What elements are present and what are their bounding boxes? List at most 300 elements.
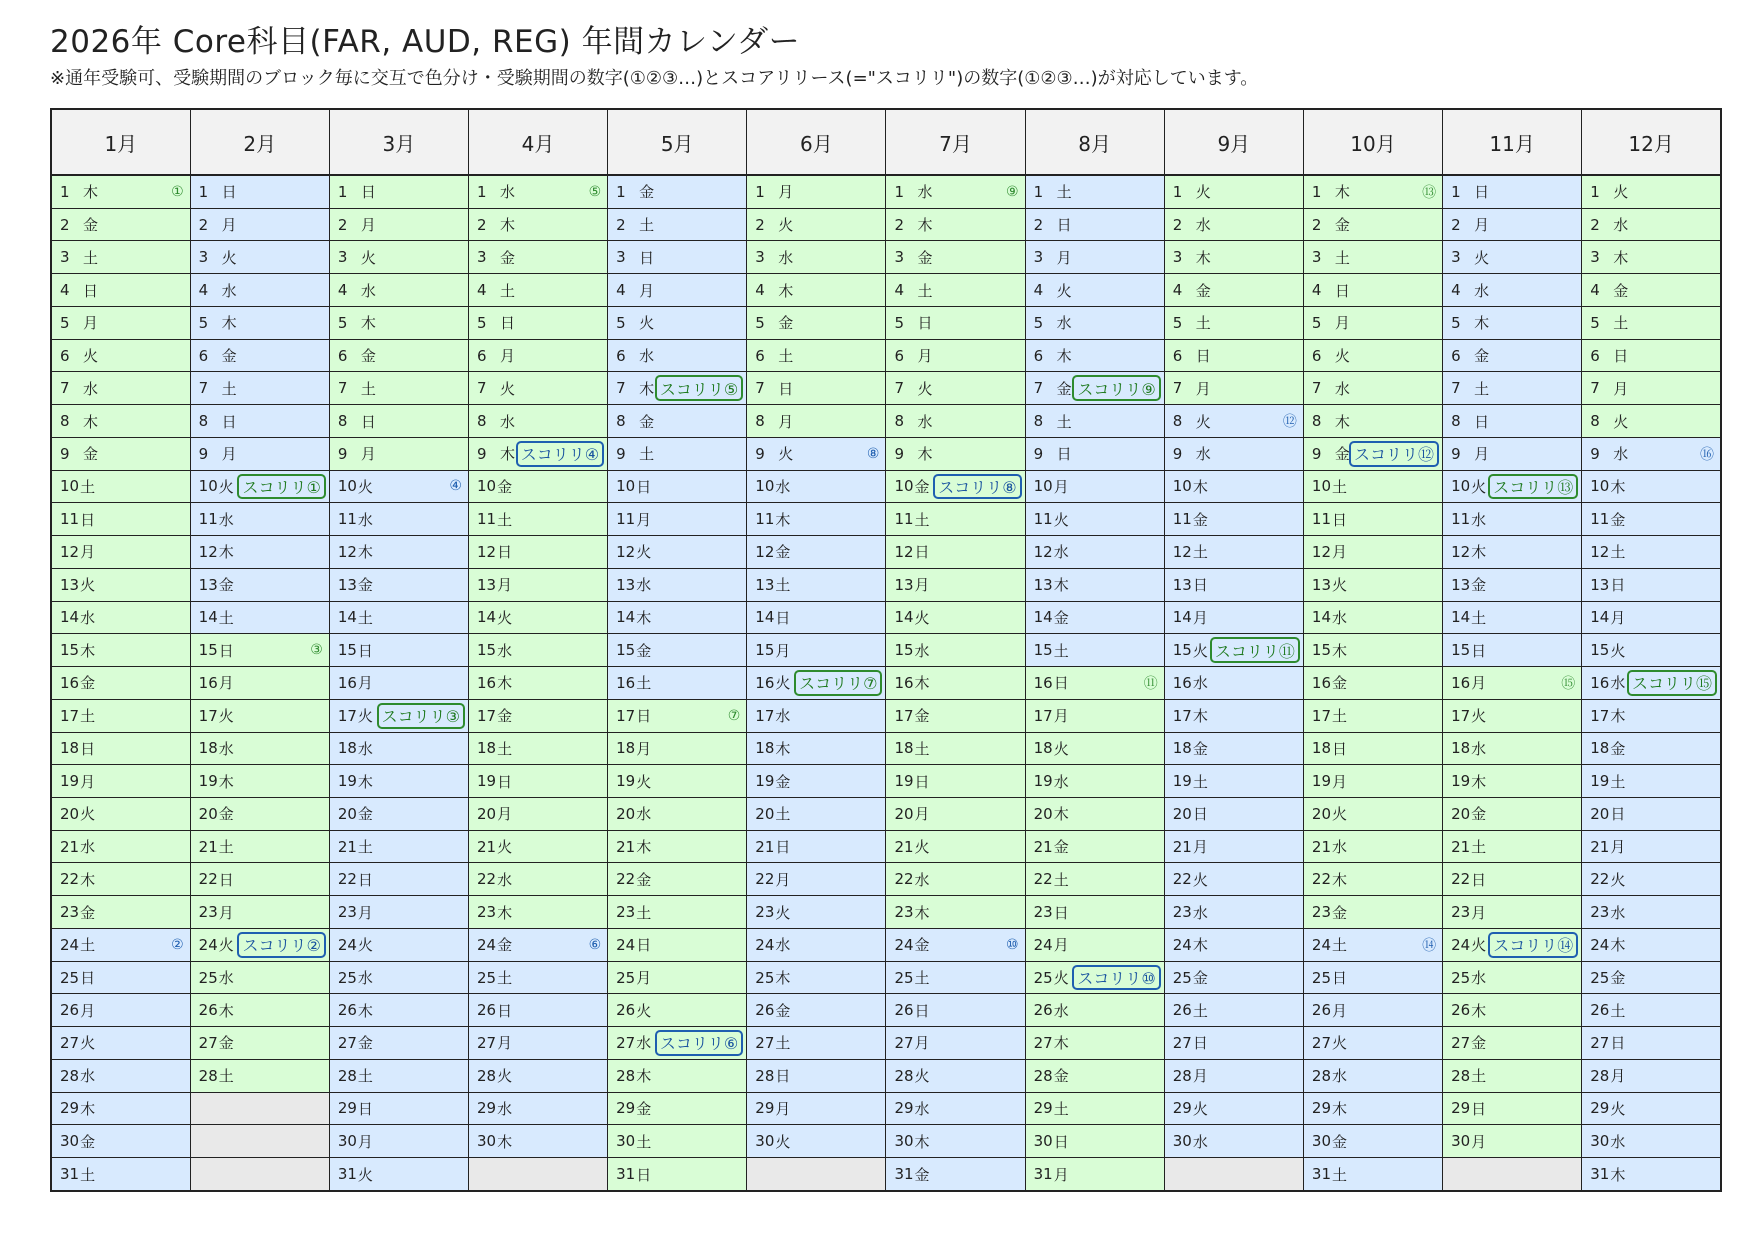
weekday-label: 月 bbox=[357, 903, 373, 922]
weekday-label: 金 bbox=[1192, 969, 1208, 987]
day-number: 19 bbox=[1172, 772, 1192, 791]
day-cell-content bbox=[1443, 536, 1581, 568]
weekday-label: 土 bbox=[83, 248, 99, 267]
day-cell-content bbox=[747, 667, 885, 699]
day-cell-content bbox=[469, 1060, 607, 1092]
testing-window-number: ④ bbox=[449, 478, 462, 495]
day-cell-content bbox=[886, 307, 1024, 339]
day-number: 14 bbox=[1590, 608, 1610, 627]
weekday-label: 火 bbox=[1332, 1034, 1348, 1053]
weekday-label: 火 bbox=[1471, 707, 1487, 726]
empty-day-cell bbox=[747, 1158, 886, 1191]
day-cell-content bbox=[330, 307, 468, 339]
day-cell bbox=[1164, 994, 1303, 1027]
weekday-label: 日 bbox=[497, 1001, 513, 1020]
day-cell-content bbox=[1304, 831, 1442, 863]
day-number: 2 bbox=[894, 215, 904, 234]
day-cell-content bbox=[52, 405, 190, 437]
weekday-label: 土 bbox=[636, 903, 652, 922]
day-cell-content bbox=[52, 962, 190, 994]
day-number: 15 bbox=[476, 641, 497, 660]
day-number: 10 bbox=[755, 477, 775, 496]
day-cell bbox=[1164, 601, 1303, 634]
day-cell bbox=[329, 241, 468, 274]
day-cell-content bbox=[1304, 929, 1442, 961]
weekday-label: 木 bbox=[775, 510, 791, 529]
day-cell-content bbox=[886, 340, 1024, 372]
day-cell-content bbox=[1304, 1027, 1442, 1059]
calendar-row bbox=[51, 536, 1721, 569]
weekday-label: 水 bbox=[636, 1034, 652, 1053]
day-number: 14 bbox=[894, 608, 914, 627]
day-cell-content bbox=[330, 602, 468, 634]
day-cell-content bbox=[1304, 471, 1442, 503]
weekday-label: 日 bbox=[1192, 576, 1208, 595]
day-cell-content bbox=[469, 569, 607, 601]
weekday-label: 日 bbox=[357, 1099, 373, 1118]
day-number: 11 bbox=[1033, 510, 1053, 529]
weekday-label: 火 bbox=[1056, 281, 1072, 300]
calendar-row bbox=[51, 437, 1721, 470]
day-cell bbox=[747, 634, 886, 667]
day-cell-content bbox=[469, 503, 607, 535]
day-cell bbox=[468, 961, 607, 994]
day-cell bbox=[1443, 699, 1582, 732]
day-cell bbox=[608, 863, 747, 896]
day-number: 31 bbox=[894, 1165, 914, 1184]
day-cell bbox=[747, 797, 886, 830]
day-cell-content bbox=[1165, 1093, 1303, 1125]
day-number: 14 bbox=[1451, 608, 1471, 627]
weekday-label: 金 bbox=[83, 445, 99, 464]
day-cell bbox=[608, 732, 747, 765]
day-cell-content bbox=[191, 438, 329, 470]
day-cell-content bbox=[1304, 700, 1442, 732]
weekday-label: 金 bbox=[778, 314, 794, 333]
day-number: 28 bbox=[60, 1066, 80, 1085]
day-cell-content bbox=[1304, 602, 1442, 634]
day-number: 4 bbox=[1033, 281, 1044, 300]
day-cell bbox=[329, 503, 468, 536]
weekday-label: 木 bbox=[914, 903, 930, 922]
day-number: 31 bbox=[60, 1165, 80, 1184]
day-cell bbox=[747, 1027, 886, 1060]
day-cell bbox=[1303, 536, 1442, 569]
day-cell bbox=[1443, 568, 1582, 601]
day-number: 31 bbox=[1311, 1165, 1331, 1184]
weekday-label: 月 bbox=[1053, 707, 1069, 726]
day-cell-content bbox=[1582, 962, 1720, 994]
day-cell bbox=[1025, 699, 1164, 732]
day-cell bbox=[51, 208, 190, 241]
day-cell-content bbox=[1443, 1093, 1581, 1125]
day-cell bbox=[1025, 175, 1164, 208]
day-cell bbox=[1025, 470, 1164, 503]
day-number: 25 bbox=[1590, 968, 1610, 987]
calendar-row bbox=[51, 372, 1721, 405]
empty-day-cell bbox=[1164, 1158, 1303, 1191]
day-number: 22 bbox=[1172, 870, 1192, 889]
day-cell bbox=[329, 699, 468, 732]
weekday-label: 火 bbox=[497, 838, 513, 857]
weekday-label: 木 bbox=[1471, 1001, 1487, 1020]
day-number: 24 bbox=[476, 935, 497, 954]
day-number: 11 bbox=[337, 510, 357, 529]
day-number: 22 bbox=[616, 870, 636, 889]
day-cell bbox=[468, 175, 607, 208]
day-number: 18 bbox=[1451, 739, 1471, 758]
weekday-label: 土 bbox=[1610, 1001, 1626, 1020]
day-number: 15 bbox=[1590, 641, 1610, 660]
day-number: 7 bbox=[616, 379, 626, 398]
day-cell-content bbox=[747, 831, 885, 863]
day-number: 28 bbox=[198, 1066, 218, 1085]
day-cell-content bbox=[1582, 536, 1720, 568]
day-cell-content bbox=[1165, 798, 1303, 830]
day-cell-content bbox=[330, 1027, 468, 1059]
weekday-label: 水 bbox=[1610, 674, 1626, 693]
day-number: 20 bbox=[1590, 804, 1610, 823]
day-cell bbox=[747, 503, 886, 536]
day-number: 24 bbox=[1311, 935, 1331, 954]
day-number: 24 bbox=[1590, 935, 1610, 954]
day-cell bbox=[51, 699, 190, 732]
day-cell bbox=[1443, 372, 1582, 405]
day-cell bbox=[608, 601, 747, 634]
score-release-badge: スコリリ⑧ bbox=[933, 474, 1021, 500]
weekday-label: 木 bbox=[778, 281, 794, 300]
day-cell-content bbox=[1165, 700, 1303, 732]
day-number: 23 bbox=[894, 903, 914, 922]
day-cell-content bbox=[747, 798, 885, 830]
day-number: 12 bbox=[616, 542, 636, 561]
weekday-label: 火 bbox=[357, 936, 373, 955]
day-cell bbox=[1303, 208, 1442, 241]
day-cell-content bbox=[1026, 1093, 1164, 1125]
day-cell bbox=[190, 797, 329, 830]
day-cell-content bbox=[1026, 765, 1164, 797]
weekday-label: 月 bbox=[914, 805, 930, 824]
testing-window-number: ⑪ bbox=[1143, 675, 1158, 692]
day-cell-content bbox=[52, 634, 190, 666]
day-cell-content bbox=[1582, 994, 1720, 1026]
weekday-label: 金 bbox=[80, 674, 96, 693]
day-number: 4 bbox=[616, 281, 626, 300]
day-number: 3 bbox=[1590, 248, 1600, 267]
weekday-label: 金 bbox=[914, 1165, 930, 1184]
day-cell-content bbox=[1304, 176, 1442, 208]
day-number: 26 bbox=[1590, 1001, 1610, 1020]
day-number: 2 bbox=[1451, 215, 1461, 234]
weekday-label: 水 bbox=[778, 248, 794, 267]
day-cell bbox=[329, 372, 468, 405]
weekday-label: 日 bbox=[1056, 216, 1072, 235]
day-cell-content bbox=[747, 274, 885, 306]
day-cell-content bbox=[191, 372, 329, 404]
day-number: 17 bbox=[1590, 706, 1610, 725]
day-cell-content bbox=[747, 602, 885, 634]
day-number: 20 bbox=[60, 804, 80, 823]
day-number: 15 bbox=[755, 641, 775, 660]
weekday-label: 月 bbox=[778, 412, 794, 431]
day-cell bbox=[886, 175, 1025, 208]
weekday-label: 日 bbox=[778, 379, 794, 398]
weekday-label: 月 bbox=[1471, 903, 1487, 922]
weekday-label: 土 bbox=[1334, 248, 1350, 267]
day-number: 8 bbox=[337, 412, 348, 431]
calendar-row bbox=[51, 765, 1721, 798]
day-number: 30 bbox=[1311, 1132, 1331, 1151]
day-number: 9 bbox=[1590, 444, 1600, 463]
day-cell bbox=[608, 175, 747, 208]
day-cell bbox=[1443, 896, 1582, 929]
day-cell-content bbox=[191, 569, 329, 601]
day-number: 18 bbox=[1033, 739, 1053, 758]
day-number: 8 bbox=[1033, 412, 1044, 431]
day-number: 28 bbox=[894, 1066, 914, 1085]
day-number: 1 bbox=[755, 182, 765, 201]
weekday-label: 月 bbox=[83, 314, 99, 333]
day-number: 26 bbox=[198, 1001, 218, 1020]
day-cell bbox=[886, 667, 1025, 700]
day-cell bbox=[190, 699, 329, 732]
day-cell-content bbox=[330, 863, 468, 895]
day-cell-content bbox=[1026, 471, 1164, 503]
day-number: 2 bbox=[1590, 215, 1600, 234]
day-cell-content bbox=[1026, 274, 1164, 306]
day-cell bbox=[886, 503, 1025, 536]
day-cell bbox=[1164, 372, 1303, 405]
day-number: 22 bbox=[1451, 870, 1471, 889]
day-number: 30 bbox=[616, 1132, 636, 1151]
day-cell-content bbox=[1165, 863, 1303, 895]
day-cell bbox=[747, 667, 886, 700]
day-cell bbox=[1164, 961, 1303, 994]
day-cell bbox=[886, 765, 1025, 798]
weekday-label: 月 bbox=[360, 216, 376, 235]
day-number: 21 bbox=[1172, 837, 1192, 856]
weekday-label: 金 bbox=[636, 870, 652, 889]
day-number: 23 bbox=[476, 903, 497, 922]
weekday-label: 土 bbox=[499, 281, 515, 300]
day-number: 9 bbox=[755, 444, 765, 463]
day-cell-content bbox=[469, 962, 607, 994]
day-number: 21 bbox=[616, 837, 636, 856]
day-number: 26 bbox=[1451, 1001, 1471, 1020]
weekday-label: 土 bbox=[1332, 477, 1348, 496]
testing-window-number: ③ bbox=[310, 642, 323, 659]
day-number: 6 bbox=[1590, 346, 1600, 365]
day-cell bbox=[190, 306, 329, 339]
calendar-row bbox=[51, 1059, 1721, 1092]
day-number: 17 bbox=[755, 706, 775, 725]
day-cell bbox=[1443, 1059, 1582, 1092]
day-number: 4 bbox=[476, 281, 487, 300]
weekday-label: 金 bbox=[1192, 739, 1208, 758]
day-number: 20 bbox=[1311, 804, 1331, 823]
day-cell bbox=[468, 896, 607, 929]
day-cell-content bbox=[608, 274, 746, 306]
day-cell-content bbox=[52, 733, 190, 765]
day-cell bbox=[190, 274, 329, 307]
weekday-label: 金 bbox=[80, 903, 96, 922]
day-cell-content bbox=[52, 241, 190, 273]
score-release-badge: スコリリ⑪ bbox=[1210, 637, 1300, 663]
day-cell bbox=[51, 994, 190, 1027]
day-cell bbox=[747, 536, 886, 569]
day-number: 18 bbox=[60, 739, 80, 758]
month-header-1: 1月 bbox=[51, 109, 190, 175]
day-cell-content bbox=[1582, 798, 1720, 830]
day-cell bbox=[1582, 994, 1721, 1027]
day-cell bbox=[608, 830, 747, 863]
weekday-label: 木 bbox=[1334, 183, 1350, 202]
weekday-label: 月 bbox=[778, 183, 794, 202]
day-cell bbox=[608, 241, 747, 274]
day-cell-content bbox=[608, 438, 746, 470]
day-cell-content bbox=[1443, 765, 1581, 797]
weekday-label: 金 bbox=[639, 183, 655, 202]
day-number: 20 bbox=[616, 804, 636, 823]
day-number: 11 bbox=[1311, 510, 1331, 529]
weekday-label: 金 bbox=[357, 576, 373, 595]
day-cell-content bbox=[330, 405, 468, 437]
day-cell bbox=[1025, 208, 1164, 241]
day-number: 16 bbox=[337, 673, 357, 692]
day-cell-content bbox=[191, 503, 329, 535]
day-number: 2 bbox=[337, 215, 348, 234]
weekday-label: 金 bbox=[775, 543, 791, 562]
day-number: 8 bbox=[60, 412, 70, 431]
day-number: 7 bbox=[337, 379, 348, 398]
weekday-label: 水 bbox=[497, 641, 513, 660]
calendar-body bbox=[51, 175, 1721, 1191]
day-number: 11 bbox=[476, 510, 497, 529]
day-number: 19 bbox=[337, 772, 357, 791]
day-cell-content bbox=[1582, 1125, 1720, 1157]
day-cell-content bbox=[191, 1027, 329, 1059]
day-cell bbox=[51, 1092, 190, 1125]
weekday-label: 月 bbox=[1192, 838, 1208, 857]
day-cell-content bbox=[1165, 241, 1303, 273]
day-number: 6 bbox=[1172, 346, 1183, 365]
weekday-label: 金 bbox=[221, 347, 237, 366]
day-cell-content bbox=[1026, 340, 1164, 372]
weekday-label: 火 bbox=[775, 1132, 791, 1151]
day-cell bbox=[329, 667, 468, 700]
day-cell bbox=[190, 830, 329, 863]
day-cell-content bbox=[191, 274, 329, 306]
day-cell-content bbox=[886, 405, 1024, 437]
weekday-label: 土 bbox=[218, 1067, 234, 1086]
day-cell-content bbox=[191, 634, 329, 666]
day-cell bbox=[747, 732, 886, 765]
weekday-label: 水 bbox=[636, 805, 652, 824]
day-cell-content bbox=[1165, 896, 1303, 928]
day-cell bbox=[468, 437, 607, 470]
day-cell-content bbox=[747, 1060, 885, 1092]
day-cell-content bbox=[747, 307, 885, 339]
day-number: 2 bbox=[1033, 215, 1044, 234]
day-number: 30 bbox=[1590, 1132, 1610, 1151]
day-number: 17 bbox=[616, 706, 636, 725]
day-number: 1 bbox=[198, 182, 209, 201]
weekday-label: 火 bbox=[636, 1001, 652, 1020]
day-cell-content bbox=[469, 733, 607, 765]
day-cell-content bbox=[1443, 863, 1581, 895]
day-cell bbox=[51, 765, 190, 798]
day-number: 13 bbox=[1033, 575, 1053, 594]
day-cell bbox=[886, 1125, 1025, 1158]
day-number: 7 bbox=[894, 379, 904, 398]
day-number: 26 bbox=[894, 1001, 914, 1020]
day-number: 6 bbox=[616, 346, 626, 365]
month-header-8: 8月 bbox=[1025, 109, 1164, 175]
page-subtitle: ※通年受験可、受験期間のブロック毎に交互で色分け・受験期間の数字(①②③…)とスコアリリース(="スコリリ")の数字(①②③…)が対応しています。 bbox=[50, 68, 1259, 89]
day-cell bbox=[190, 568, 329, 601]
day-cell-content bbox=[1304, 1158, 1442, 1190]
day-cell bbox=[1025, 405, 1164, 438]
day-cell-content bbox=[747, 340, 885, 372]
weekday-label: 水 bbox=[357, 739, 373, 758]
day-cell bbox=[747, 601, 886, 634]
day-cell bbox=[1164, 306, 1303, 339]
weekday-label: 土 bbox=[80, 707, 96, 726]
day-cell bbox=[1303, 601, 1442, 634]
day-cell-content bbox=[330, 209, 468, 241]
day-number: 4 bbox=[1311, 281, 1322, 300]
day-number: 6 bbox=[1311, 346, 1322, 365]
weekday-label: 水 bbox=[775, 707, 791, 726]
weekday-label: 月 bbox=[497, 576, 513, 595]
weekday-label: 火 bbox=[497, 1067, 513, 1086]
weekday-label: 火 bbox=[1053, 510, 1069, 529]
day-cell-content bbox=[469, 176, 607, 208]
day-number: 22 bbox=[476, 870, 497, 889]
day-cell-content bbox=[191, 536, 329, 568]
day-number: 15 bbox=[1451, 641, 1471, 660]
day-cell bbox=[1582, 306, 1721, 339]
day-number: 13 bbox=[1451, 575, 1471, 594]
day-cell-content bbox=[1443, 209, 1581, 241]
weekday-label: 水 bbox=[83, 379, 99, 398]
day-cell-content bbox=[1304, 667, 1442, 699]
weekday-label: 月 bbox=[775, 870, 791, 889]
weekday-label: 火 bbox=[775, 674, 791, 693]
day-number: 16 bbox=[1311, 673, 1331, 692]
day-cell bbox=[1443, 241, 1582, 274]
weekday-label: 日 bbox=[80, 510, 96, 529]
day-cell bbox=[1025, 274, 1164, 307]
day-cell bbox=[329, 928, 468, 961]
day-cell-content bbox=[330, 176, 468, 208]
day-cell bbox=[1025, 536, 1164, 569]
day-cell bbox=[886, 470, 1025, 503]
weekday-label: 木 bbox=[917, 445, 933, 464]
day-number: 22 bbox=[1590, 870, 1610, 889]
day-cell bbox=[747, 765, 886, 798]
day-number: 16 bbox=[198, 673, 218, 692]
weekday-label: 火 bbox=[1053, 739, 1069, 758]
day-number: 8 bbox=[198, 412, 209, 431]
day-number: 12 bbox=[755, 542, 775, 561]
day-cell-content bbox=[747, 503, 885, 535]
day-number: 26 bbox=[616, 1001, 636, 1020]
weekday-label: 木 bbox=[1613, 248, 1629, 267]
weekday-label: 土 bbox=[1192, 1001, 1208, 1020]
day-cell bbox=[608, 208, 747, 241]
day-number: 27 bbox=[337, 1033, 357, 1052]
